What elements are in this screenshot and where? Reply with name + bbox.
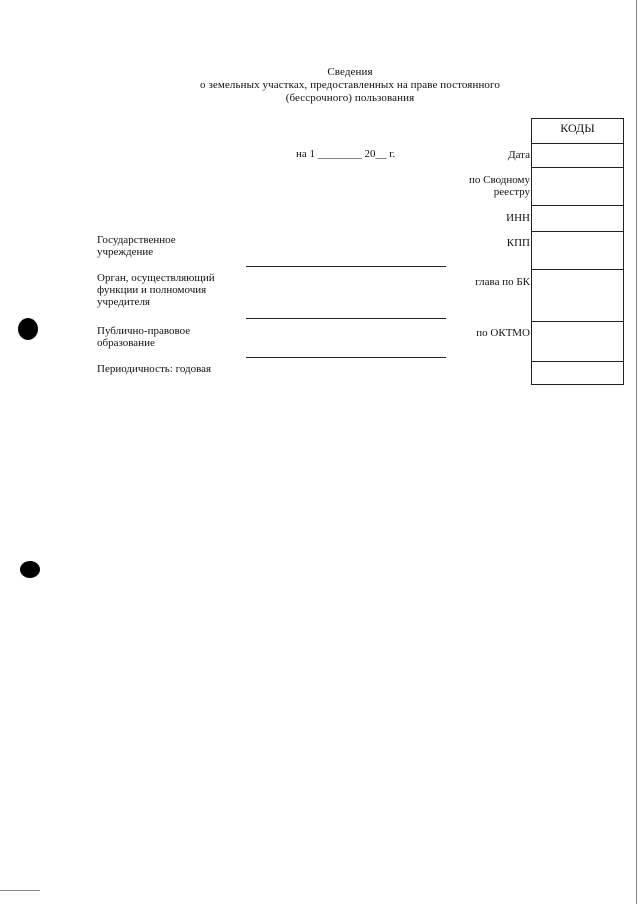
field-label-institution-line2: учреждение [97, 246, 154, 258]
document-subtitle-line1: о земельных участках, предоставленных на праве постоянного [200, 79, 500, 91]
code-label-summary-registry [469, 174, 530, 198]
code-label-summary-registry-line1: по Сводному [468, 174, 530, 186]
field-label-founder-line1: Орган, осуществляющий [97, 272, 215, 284]
field-label-institution-line1: Государственное [97, 234, 176, 246]
code-cell-bk-chapter[interactable] [532, 269, 623, 322]
report-date-year-suffix: г. [389, 148, 396, 160]
code-label-bk-chapter: глава по БК [475, 276, 530, 288]
field-label-institution [97, 234, 176, 258]
scan-edge-right [636, 0, 637, 904]
code-label-summary-registry-line2: реестру [493, 186, 530, 198]
code-cell-blank[interactable] [532, 361, 623, 385]
field-label-public-entity [97, 325, 190, 349]
code-cell-date[interactable] [532, 143, 623, 168]
code-label-kpp: КПП [506, 237, 530, 249]
code-cell-oktmo[interactable] [532, 321, 623, 362]
report-date-blank: ________ [317, 148, 362, 160]
report-date-year: 20__ [364, 148, 387, 160]
field-line-founder-body [246, 318, 446, 319]
codes-table-header: КОДЫ [560, 121, 595, 135]
punch-hole-mark-top [18, 318, 38, 340]
field-label-public-entity-line2: образование [97, 337, 155, 349]
report-date-line [296, 148, 395, 160]
field-label-public-entity-line1: Публично-правовое [97, 325, 191, 337]
document-subtitle-line2: (бессрочного) пользования [285, 92, 415, 104]
field-line-public-entity [246, 357, 446, 358]
field-label-founder-line3: учредителя [97, 296, 150, 308]
periodicity-label: Периодичность: годовая [97, 363, 212, 375]
field-label-founder-body [97, 272, 215, 308]
field-label-founder-line2: функции и полномочия [97, 284, 207, 296]
code-cell-inn[interactable] [532, 205, 623, 232]
punch-hole-mark-bottom [20, 561, 40, 578]
report-date-prefix: на 1 [296, 148, 316, 160]
field-line-institution [246, 266, 446, 267]
document-title: Сведения [327, 66, 373, 78]
code-label-oktmo: по ОКТМО [476, 327, 530, 339]
scan-edge-bottom [0, 890, 40, 891]
code-label-date: Дата [508, 149, 530, 161]
codes-table [531, 118, 624, 385]
code-label-inn: ИНН [506, 212, 530, 224]
code-cell-kpp[interactable] [532, 231, 623, 270]
code-cell-summary-registry[interactable] [532, 167, 623, 206]
